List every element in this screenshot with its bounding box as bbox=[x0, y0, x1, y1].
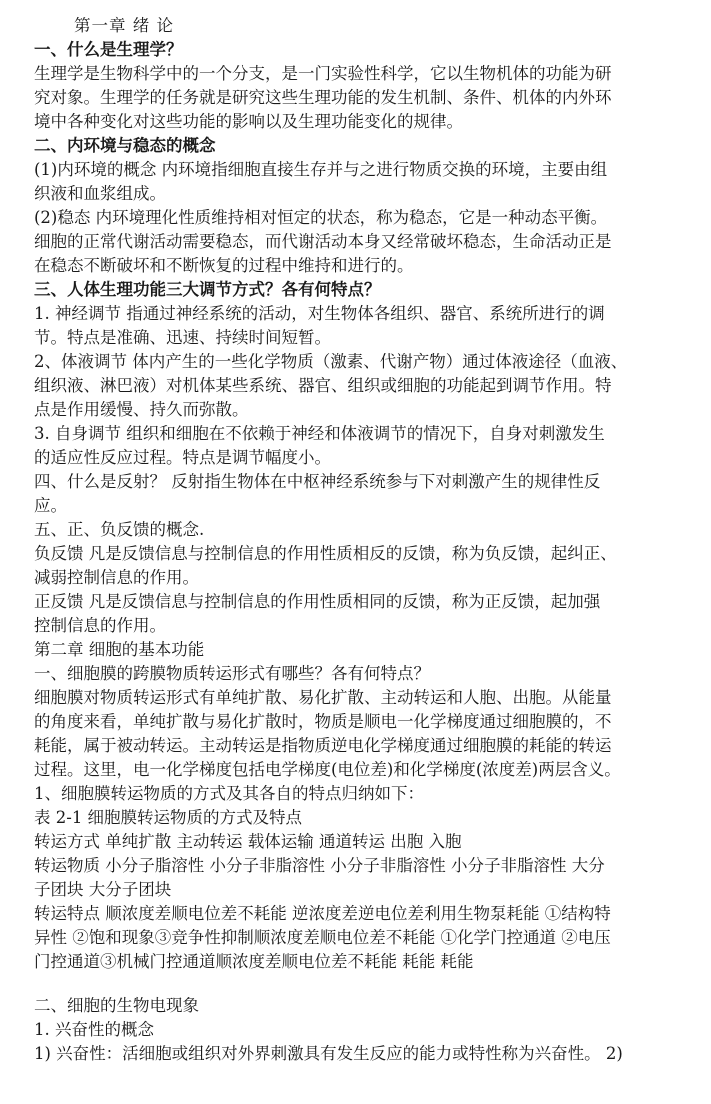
section-heading: 二、细胞的生物电现象 bbox=[34, 996, 199, 1015]
paragraph-line: (2)稳态 内环境理化性质维持相对恒定的状态，称为稳态，它是一种动态平衡。 bbox=[34, 208, 608, 227]
blank-gap bbox=[34, 974, 691, 994]
section-heading: 一、什么是生理学？ bbox=[34, 40, 183, 59]
paragraph-line: 耗能，属于被动转运。主动转运是指物质逆电化学梯度通过细胞膜的耗能的转运 bbox=[34, 736, 612, 755]
paragraph-line: 织液和血浆组成。 bbox=[34, 184, 166, 203]
paragraph-line: 组织液、淋巴液）对机体某些系统、器官、组织或细胞的功能起到调节作用。特 bbox=[34, 376, 612, 395]
table-row-text: 门控通道③机械门控通道顺浓度差顺电位差不耗能 耗能 耗能 bbox=[34, 952, 474, 971]
paragraph-line: 1) 兴奋性：活细胞或组织对外界刺激具有发生反应的能力或特性称为兴奋性。 2) bbox=[34, 1044, 623, 1063]
paragraph-line: 节。特点是准确、迅速、持续时间短暂。 bbox=[34, 328, 331, 347]
paragraph-line: 过程。这里，电一化学梯度包括电学梯度(电位差)和化学梯度(浓度差)两层含义。 bbox=[34, 760, 621, 779]
table-row-text: 子团块 大分子团块 bbox=[34, 880, 172, 899]
paragraph-line: 点是作用缓慢、持久而弥散。 bbox=[34, 400, 249, 419]
table-row-text: 转运方式 单纯扩散 主动转运 载体运输 通道转运 出胞 入胞 bbox=[34, 832, 462, 851]
section-heading: 一、细胞膜的跨膜物质转运形式有哪些？各有何特点？ bbox=[34, 664, 430, 683]
paragraph-line: 1. 神经调节 指通过神经系统的活动，对生物体各组织、器官、系统所进行的调 bbox=[34, 304, 605, 323]
paragraph-line: 细胞膜对物质转运形式有单纯扩散、易化扩散、主动转运和人胞、出胞。从能量 bbox=[34, 688, 612, 707]
chapter-1-title: 第一章 绪 论 bbox=[74, 16, 174, 35]
section-heading: 五、正、负反馈的概念. bbox=[34, 520, 205, 539]
subsection-heading: 1. 兴奋性的概念 bbox=[34, 1020, 154, 1039]
paragraph-line: 生理学是生物科学中的一个分支，是一门实验性科学，它以生物机体的功能为研 bbox=[34, 64, 612, 83]
paragraph-line: 究对象。生理学的任务就是研究这些生理功能的发生机制、条件、机体的内外环 bbox=[34, 88, 612, 107]
paragraph-line: 1、细胞膜转运物质的方式及其各自的特点归纳如下： bbox=[34, 784, 424, 803]
section-heading: 二、内环境与稳态的概念 bbox=[34, 136, 216, 155]
paragraph-line: 在稳态不断破坏和不断恢复的过程中维持和进行的。 bbox=[34, 256, 414, 275]
paragraph-line: 细胞的正常代谢活动需要稳态，而代谢活动本身又经常破坏稳态，生命活动正是 bbox=[34, 232, 612, 251]
paragraph-line: 正反馈 凡是反馈信息与控制信息的作用性质相同的反馈，称为正反馈，起加强 bbox=[34, 592, 601, 611]
table-row-text: 异性 ②饱和现象③竞争性抑制顺浓度差顺电位差不耗能 ①化学门控通道 ②电压 bbox=[34, 928, 611, 947]
paragraph-line: 境中各种变化对这些功能的影响以及生理功能变化的规律。 bbox=[34, 112, 463, 131]
chapter-2-title: 第二章 细胞的基本功能 bbox=[34, 640, 205, 659]
table-caption: 表 2-1 细胞膜转运物质的方式及特点 bbox=[34, 808, 303, 827]
paragraph-line: 减弱控制信息的作用。 bbox=[34, 568, 199, 587]
paragraph-line: 的适应性反应过程。特点是调节幅度小。 bbox=[34, 448, 331, 467]
table-row-text: 转运特点 顺浓度差顺电位差不耗能 逆浓度差逆电位差利用生物泵耗能 ①结构特 bbox=[34, 904, 611, 923]
table-row-text: 转运物质 小分子脂溶性 小分子非脂溶性 小分子非脂溶性 小分子非脂溶性 大分 bbox=[34, 856, 605, 875]
section-heading: 三、人体生理功能三大调节方式？各有何特点？ bbox=[34, 280, 381, 299]
paragraph-line: 四、什么是反射？ 反射指生物体在中枢神经系统参与下对刺激产生的规律性反 bbox=[34, 472, 601, 491]
paragraph-line: 负反馈 凡是反馈信息与控制信息的作用性质相反的反馈，称为负反馈，起纠正、 bbox=[34, 544, 617, 563]
paragraph-line: 应。 bbox=[34, 496, 67, 515]
paragraph-line: 2、体液调节 体内产生的一些化学物质（激素、代谢产物）通过体液途径（血液、 bbox=[34, 352, 628, 371]
paragraph-line: 3. 自身调节 组织和细胞在不依赖于神经和体液调节的情况下，自身对刺激发生 bbox=[34, 424, 605, 443]
paragraph-line: 控制信息的作用。 bbox=[34, 616, 166, 635]
paragraph-line: 的角度来看，单纯扩散与易化扩散时，物质是顺电一化学梯度通过细胞膜的，不 bbox=[34, 712, 612, 731]
paragraph-line: (1)内环境的概念 内环境指细胞直接生存并与之进行物质交换的环境，主要由组 bbox=[34, 160, 608, 179]
